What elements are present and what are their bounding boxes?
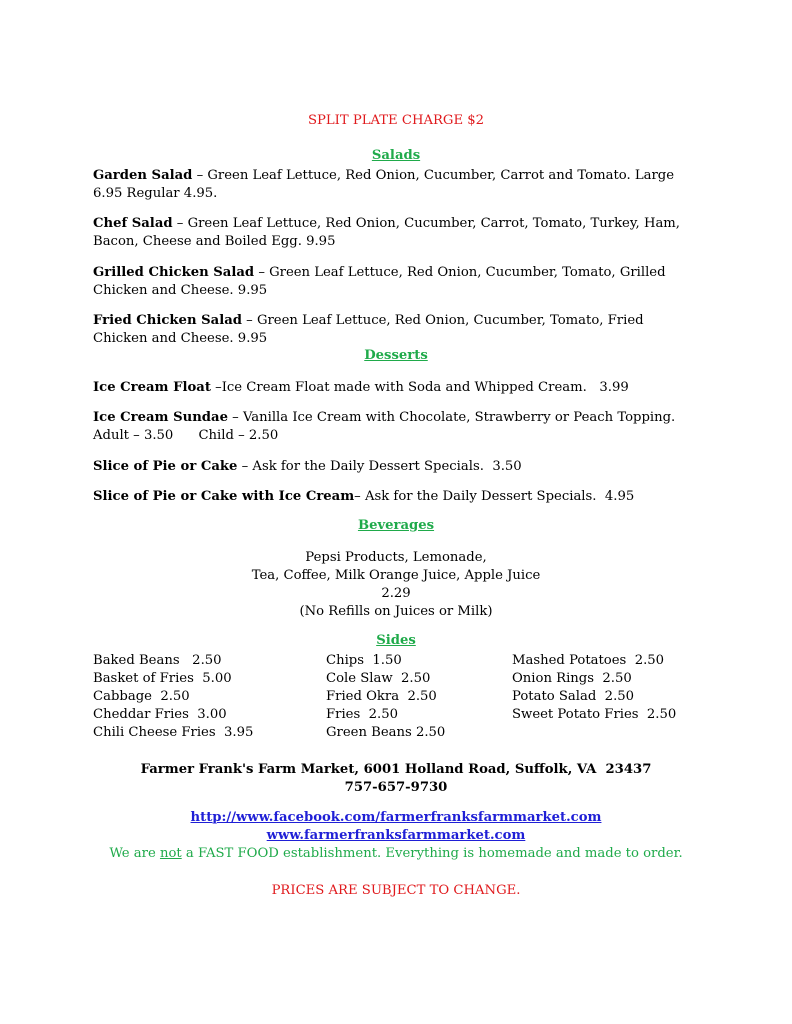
sides-heading: Sides — [376, 633, 416, 648]
facebook-link[interactable]: http://www.facebook.com/farmerfranksfarmmarket.com — [190, 810, 602, 825]
side-item: Baked Beans 2.50 — [93, 653, 222, 668]
side-item: Cabbage 2.50 — [93, 689, 190, 704]
menu-item — [93, 409, 693, 445]
side-item: Green Beans 2.50 — [326, 725, 446, 740]
beverage-price: 2.29 — [381, 586, 411, 601]
item-desc: –Ice Cream Float made with Soda and Whipped Cream. 3.99 — [210, 380, 629, 395]
item-desc: – Ask for the Daily Dessert Specials. 3.50 — [237, 459, 522, 474]
menu-item — [93, 312, 693, 348]
contact-block — [0, 761, 792, 797]
item-name: Garden Salad — [93, 168, 193, 183]
side-item: Potato Salad 2.50 — [512, 689, 635, 704]
sides-column-2 — [326, 652, 445, 742]
item-name: Chef Salad — [93, 216, 173, 231]
side-item: Chips 1.50 — [326, 653, 402, 668]
note-post: a FAST FOOD establishment. Everything is homemade and made to order. — [181, 846, 683, 861]
prices-notice: PRICES ARE SUBJECT TO CHANGE. — [271, 883, 521, 898]
website-link[interactable]: www.farmerfranksfarmmarket.com — [266, 828, 526, 843]
item-name: Slice of Pie or Cake with Ice Cream — [93, 489, 355, 504]
side-item: Chili Cheese Fries 3.95 — [93, 725, 254, 740]
item-desc: – Vanilla Ice Cream with Chocolate, Strawberry or Peach Topping. — [227, 410, 676, 425]
beverage-note: (No Refills on Juices or Milk) — [299, 604, 493, 619]
menu-item — [93, 379, 693, 397]
side-item: Basket of Fries 5.00 — [93, 671, 232, 686]
homemade-note — [0, 845, 792, 863]
item-prices: Adult – 3.50 Child – 2.50 — [93, 428, 279, 443]
item-desc: – Green Leaf Lettuce, Red Onion, Cucumber, Carrot and Tomato. Large 6.95 Regular 4.95. — [93, 168, 675, 201]
side-item: Cheddar Fries 3.00 — [93, 707, 227, 722]
item-name: Slice of Pie or Cake — [93, 459, 238, 474]
links-block — [0, 809, 792, 863]
side-item: Fries 2.50 — [326, 707, 398, 722]
side-item: Cole Slaw 2.50 — [326, 671, 431, 686]
beverage-line: Tea, Coffee, Milk Orange Juice, Apple Juice — [251, 568, 541, 583]
beverages-heading: Beverages — [357, 518, 435, 533]
side-item: Fried Okra 2.50 — [326, 689, 437, 704]
side-item: Onion Rings 2.50 — [512, 671, 632, 686]
item-name: Fried Chicken Salad — [93, 313, 242, 328]
beverages-list — [0, 549, 792, 621]
sides-column-3 — [512, 652, 676, 724]
menu-item — [93, 488, 693, 506]
item-desc: – Ask for the Daily Dessert Specials. 4.95 — [354, 489, 635, 504]
menu-item — [93, 167, 693, 203]
side-item: Sweet Potato Fries 2.50 — [512, 707, 677, 722]
item-desc: – Green Leaf Lettuce, Red Onion, Cucumber, Tomato, Fried Chicken and Cheese. 9.95 — [93, 313, 644, 346]
menu-item — [93, 458, 693, 476]
note-pre: We are — [109, 846, 160, 861]
side-item: Mashed Potatoes 2.50 — [512, 653, 665, 668]
item-desc: – Green Leaf Lettuce, Red Onion, Cucumber, Tomato, Grilled Chicken and Cheese. 9.95 — [93, 265, 666, 298]
note-not: not — [159, 846, 182, 861]
address: Farmer Frank's Farm Market, 6001 Holland Road, Suffolk, VA 23437 — [140, 762, 652, 777]
sides-column-1 — [93, 652, 253, 742]
item-desc: – Green Leaf Lettuce, Red Onion, Cucumber, Carrot, Tomato, Turkey, Ham, Bacon, Cheese and Boiled Egg. 9.95 — [93, 216, 680, 249]
phone: 757-657-9730 — [344, 780, 448, 795]
salads-heading: Salads — [371, 148, 421, 163]
split-plate-charge: SPLIT PLATE CHARGE $2 — [307, 113, 485, 128]
item-name: Grilled Chicken Salad — [93, 265, 255, 280]
item-name: Ice Cream Float — [93, 380, 211, 395]
desserts-heading: Desserts — [364, 348, 428, 363]
menu-item — [93, 264, 693, 300]
menu-item — [93, 215, 693, 251]
beverage-line: Pepsi Products, Lemonade, — [305, 550, 487, 565]
item-name: Ice Cream Sundae — [93, 410, 228, 425]
